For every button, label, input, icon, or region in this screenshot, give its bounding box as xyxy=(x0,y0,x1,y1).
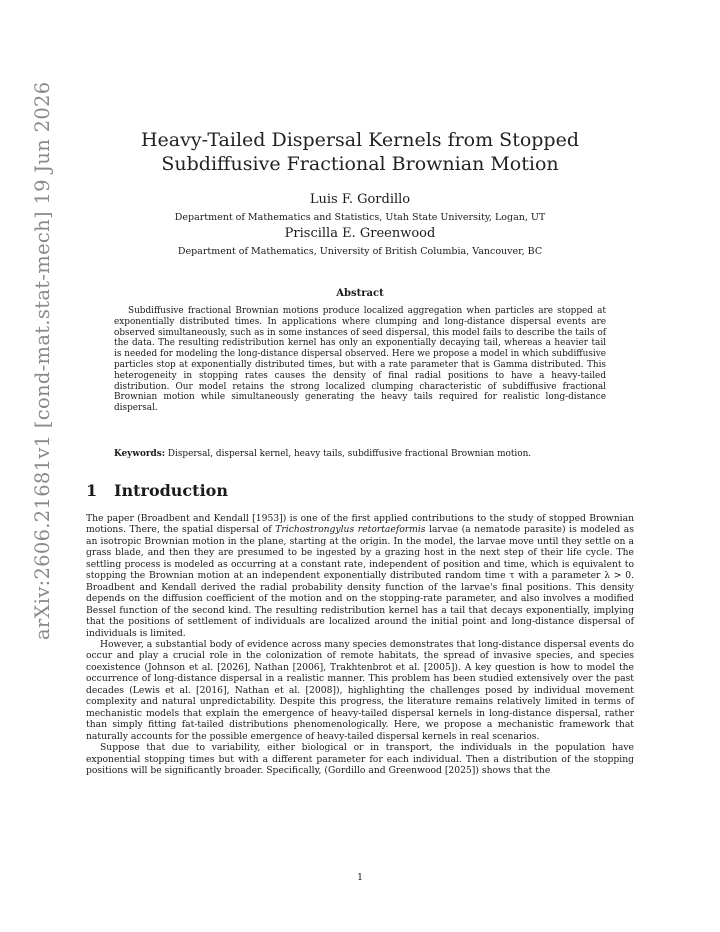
species-name: Trichostrongylus retortaeformis xyxy=(275,524,426,536)
author-name: Priscilla E. Greenwood xyxy=(284,226,436,241)
section-body xyxy=(86,513,634,776)
section-number: 1 xyxy=(86,481,98,500)
paragraph-text: However, a substantial body of evidence across many species demonstrates that long-distance dispersal events do occur and play a crucial role in the colonization of remote habitats, the spread of invasive species, and species coexistence (Johnson et al. [2026], Nathan [2006], Trakhtenbrot et al. [2005]). A key question is how to model the occurrence of long-distance dispersal in a realistic manner. This problem has been studied extensively over the past decades (Lewis et al. [2016], Nathan et al. [2008]), highlighting the challenges posed by individual movement complexity and natural unpredictability. Despite this progress, the literature remains relatively limited in terms of mechanistic models that explain the emergence of heavy-tailed dispersal kernels in long-distance dispersal, rather than simply fitting fat-tailed distributions phenomenologically. Here, we propose a mechanistic framework that naturally accounts for the possible emergence of heavy-tailed dispersal kernels in real scenarios. xyxy=(86,638,634,742)
abstract-text: Subdiffusive fractional Brownian motions produce localized aggregation when particles are stopped at exponentially distributed times. In applications where clumping and long-distance dispersal events are observed simultaneously, such as in some instances of seed dispersal, this model fails to describe the tails of the data. The resulting redistribution kernel has only an exponentially decaying tail, whereas a heavier tail is needed for modeling the long-distance dispersal observed. Here we propose a model in which subdiffusive particles stop at exponentially distributed times, but with a rate parameter that is Gamma distributed. This heterogeneity in stopping rates causes the density of final radial positions to have a heavy-tailed distribution. Our model retains the strong localized clumping characteristic of subdiffusive fractional Brownian motion while simultaneously generating the heavy tails required for realistic long-distance dispersal. xyxy=(114,306,606,414)
abstract-heading: Abstract xyxy=(336,288,384,299)
keywords-label: Keywords: xyxy=(114,449,166,459)
paragraph-text: larvae (a nematode parasite) is modeled as an isotropic Brownian motion in the plane, starting at the origin. In the model, the larvae move until they settle on a grass blade, and then they are presumed to be ingested by a grazing host in the next step of their life cycle. The settling process is modeled as occurring at a constant rate, independent of position and time, which is equivalent to stopping the Brownian motion at an independent exponentially distributed random time τ with a parameter λ > 0. Broadbent and Kendall derived the radial probability density function of the larvae's final positions. This density depends on the diffusion coefficient of the motion and on the stopping-rate parameter, and also involves a modified Bessel function of the second kind. The resulting redistribution kernel has a tail that decays exponentially, implying that the positions of settlement of individuals are localized around the initial point and long-distance dispersal of individuals is limited. xyxy=(86,524,634,639)
arxiv-identifier[interactable]: arXiv:2606.21681v1 [cond-mat.stat-mech] 19 Jun 2026 xyxy=(31,81,54,640)
page-number: 1 xyxy=(356,872,364,883)
author-name: Luis F. Gordillo xyxy=(309,192,411,207)
author-affiliation: Department of Mathematics and Statistics, Utah State University, Logan, UT xyxy=(174,212,546,223)
paragraph-text: Suppose that due to variability, either biological or in transport, the individuals in the population have exponential stopping times but with a different parameter for each individual. Then a distribution of the stopping positions will be significantly broader. Specifically, (Gordillo and Greenwood [2025]) shows that the xyxy=(86,742,634,776)
paragraph xyxy=(86,513,634,639)
section-title: Introduction xyxy=(114,481,228,500)
paragraph xyxy=(86,639,634,742)
paragraph xyxy=(86,742,634,776)
keywords-text: Dispersal, dispersal kernel, heavy tails, subdiffusive fractional Brownian motion. xyxy=(167,449,532,459)
author-affiliation: Department of Mathematics, University of British Columbia, Vancouver, BC xyxy=(177,246,543,257)
section-heading xyxy=(86,481,634,500)
paragraph-text: The paper (Broadbent and Kendall [1953]) is one of the first applied contributions to the study of stopped Brownian motions. There, the spatial dispersal of xyxy=(86,513,634,536)
keywords-line xyxy=(114,449,606,460)
paper-title: Heavy-Tailed Dispersal Kernels from Stopped Subdiffusive Fractional Brownian Motion xyxy=(140,129,579,175)
